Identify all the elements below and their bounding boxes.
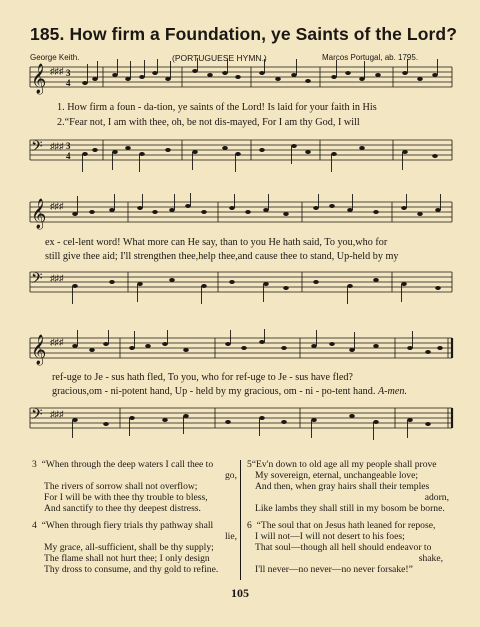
hymn-title: How firm a Foundation, ye Saints of the Lord? (69, 24, 457, 44)
system-3-verse-2-text: gracious,om - ni-potent hand, Up - held by my gracious, om - ni - po-tent hand. (52, 386, 376, 397)
verse-line: Like lambs they shall still in my bosom be borne. (255, 503, 445, 514)
treble-staff-system-3 (0, 328, 480, 376)
treble-staff-system-1 (0, 57, 480, 105)
system-1-verse-1-lyrics: 1. How firm a foun - da-tion, ye saints of the Lord! Is laid for your faith in His (57, 102, 377, 113)
verse-line: “Ev'n down to old age all my people shall prove (251, 459, 437, 470)
verse-line: I'll never—no never—no never forsake!” (255, 564, 413, 575)
tune-name: (PORTUGUESE HYMN.) (172, 53, 267, 63)
verse-line: Thy dross to consume, and thy gold to refine. (44, 564, 219, 575)
verse-line: For I will be with thee thy trouble to bless, (44, 492, 208, 503)
verse-line: shake, (418, 553, 443, 564)
svg-text:♯♯♯: ♯♯♯ (50, 141, 64, 151)
verse-line: “The soul that on Jesus hath leaned for repose, (256, 520, 436, 531)
svg-text:♯♯♯: ♯♯♯ (50, 337, 64, 347)
svg-text:♯♯♯: ♯♯♯ (50, 273, 64, 283)
verse-6 (247, 520, 457, 575)
svg-text:♯♯♯: ♯♯♯ (50, 409, 64, 419)
treble-clef-icon: 𝄞 (31, 64, 47, 93)
verse-3 (32, 459, 237, 514)
svg-text:3: 3 (66, 141, 71, 151)
amen-text: A-men. (377, 386, 408, 397)
verse-line: I will not—I will not desert to his foes; (255, 531, 405, 542)
bass-staff-system-3 (0, 398, 480, 446)
lyricist-credit: George Keith. (30, 53, 80, 62)
bass-clef-icon: 𝄢 (31, 138, 43, 158)
hymn-title-line (30, 24, 457, 45)
bass-staff-system-1 (0, 130, 480, 176)
verse-number: 5 (247, 459, 252, 470)
system-1-verse-2-lyrics: 2.“Fear not, I am with thee, oh, be not dis-mayed, For I am thy God, I will (57, 117, 360, 128)
verse-line: And sanctify to thee thy deepest distress. (44, 503, 201, 514)
svg-text:4: 4 (66, 78, 71, 88)
system-2-verse-2-lyrics: still give thee aid; I'll strengthen thee,help thee,and cause thee to stand, Up-held by my (45, 251, 399, 262)
page-number: 105 (231, 586, 249, 600)
verse-line: “When through the deep waters I call thee to (41, 459, 214, 470)
verse-number: 3 (32, 459, 37, 470)
verse-line: My grace, all-sufficient, shall be thy supply; (44, 542, 214, 553)
verse-number: 4 (32, 520, 37, 531)
svg-text:3: 3 (66, 68, 71, 78)
treble-staff-system-2 (0, 192, 480, 240)
svg-text:♯♯♯: ♯♯♯ (50, 66, 64, 76)
bass-staff-system-2 (0, 262, 480, 310)
verse-line: My sovereign, eternal, unchangeable love; (255, 470, 419, 481)
verse-number: 6 (247, 520, 252, 531)
verse-line: go, (225, 470, 237, 481)
verse-line: lie, (225, 531, 237, 542)
verse-line: That soul—though all hell should endeavor to (255, 542, 432, 553)
system-3-verse-2-lyrics (52, 386, 407, 397)
svg-text:♯♯♯: ♯♯♯ (50, 201, 64, 211)
composer-credit: Marcos Portugal, ab. 1795. (322, 53, 419, 62)
bass-clef-icon: 𝄢 (31, 270, 43, 290)
hymn-number: 185. (30, 24, 65, 44)
verse-5 (247, 459, 457, 514)
system-2-verse-1-lyrics: ex - cel-lent word! What more can He say, than to you He hath said, To you,who for (45, 237, 388, 248)
verse-line: adorn, (424, 492, 449, 503)
verse-line: The rivers of sorrow shall not overflow; (44, 481, 198, 492)
treble-clef-icon: 𝄞 (31, 199, 47, 228)
verse-line: And then, when gray hairs shall their temples (255, 481, 430, 492)
svg-text:4: 4 (66, 151, 71, 161)
verse-4 (32, 520, 237, 575)
verse-line: The flame shall not hurt thee; I only design (44, 553, 210, 564)
system-3-verse-1-lyrics: ref-uge to Je - sus hath fled, To you, who for ref-uge to Je - sus have fled? (52, 372, 353, 383)
bass-clef-icon: 𝄢 (31, 406, 43, 426)
verse-line: “When through fiery trials thy pathway shall (41, 520, 214, 531)
treble-clef-icon: 𝄞 (31, 335, 47, 364)
verse-column-divider (240, 460, 241, 580)
